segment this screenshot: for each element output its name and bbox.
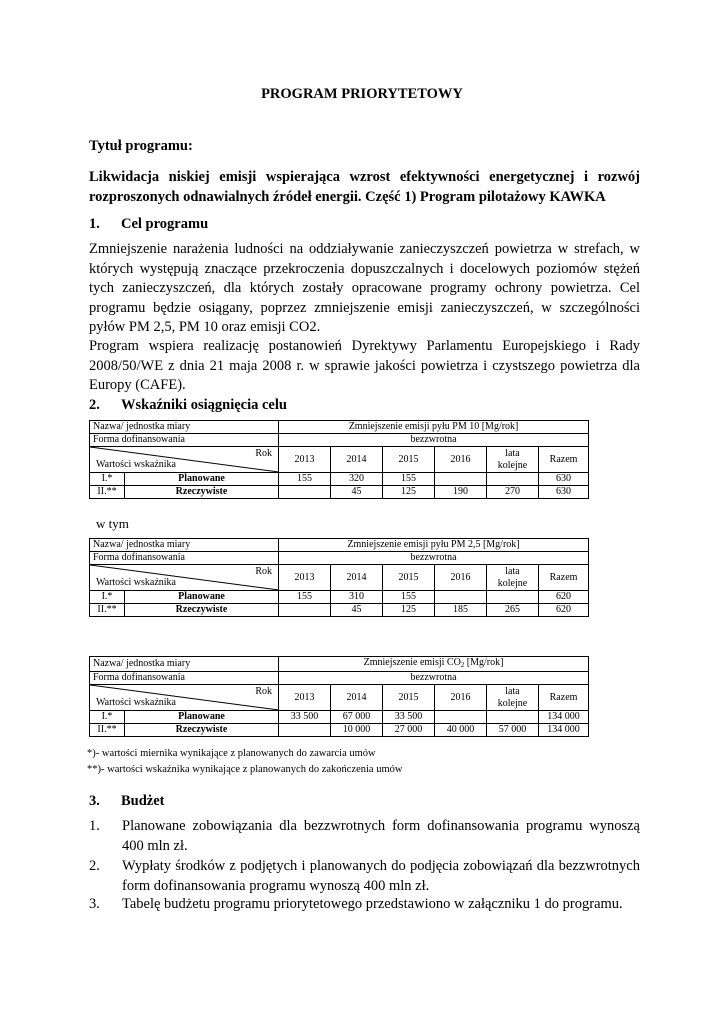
row-number: II.** bbox=[90, 604, 125, 617]
in-which-label: w tym bbox=[96, 516, 129, 531]
indicator-name: Zmniejszenie emisji pyłu PM 2,5 [Mg/rok] bbox=[279, 539, 589, 552]
table-cell: 155 bbox=[279, 473, 331, 486]
indicator-name bbox=[279, 657, 589, 672]
funding-form-label: Forma dofinansowania bbox=[90, 672, 279, 685]
row-label: Rzeczywiste bbox=[125, 604, 279, 617]
table-cell bbox=[279, 486, 331, 499]
table-cell bbox=[279, 604, 331, 617]
footnote-actual: **)- wartości wskaźnika wynikające z planowanych do zakończenia umów bbox=[87, 764, 403, 775]
row-label: Planowane bbox=[125, 591, 279, 604]
table-cell: 270 bbox=[487, 486, 539, 499]
table-cell: 134 000 bbox=[539, 711, 589, 724]
name-unit-label: Nazwa/ jednostka miary bbox=[90, 657, 279, 672]
row-label: Rzeczywiste bbox=[125, 486, 279, 499]
list-item bbox=[89, 857, 640, 896]
table-cell: 10 000 bbox=[331, 724, 383, 737]
table-cell: 155 bbox=[383, 591, 435, 604]
indicator-name-subscript: 2 bbox=[460, 661, 465, 669]
values-label: Wartości wskaźnika bbox=[96, 577, 176, 588]
name-unit-label: Nazwa/ jednostka miary bbox=[90, 421, 279, 434]
year-values-header bbox=[90, 565, 279, 591]
section-3-number: 3. bbox=[89, 793, 100, 809]
list-item-number: 3. bbox=[89, 896, 100, 912]
name-unit-label: Nazwa/ jednostka miary bbox=[90, 539, 279, 552]
table-cell: 620 bbox=[539, 591, 589, 604]
col-header: 2013 bbox=[279, 447, 331, 473]
program-title-label: Tytuł programu: bbox=[89, 138, 193, 154]
indicator-table-pm10 bbox=[89, 420, 589, 499]
table-row bbox=[90, 591, 589, 604]
table-cell: 630 bbox=[539, 486, 589, 499]
list-item-number: 2. bbox=[89, 858, 100, 874]
table-cell: 40 000 bbox=[435, 724, 487, 737]
col-header: Razem bbox=[539, 685, 589, 711]
table-cell: 155 bbox=[383, 473, 435, 486]
col-header: lata kolejne bbox=[487, 565, 539, 591]
table-cell: 630 bbox=[539, 473, 589, 486]
values-label: Wartości wskaźnika bbox=[96, 459, 176, 470]
footnote-planned: *)- wartości miernika wynikające z planowanych do zawarcia umów bbox=[87, 748, 376, 759]
indicator-name: Zmniejszenie emisji pyłu PM 10 [Mg/rok] bbox=[279, 421, 589, 434]
funding-form-label: Forma dofinansowania bbox=[90, 434, 279, 447]
table-cell bbox=[487, 473, 539, 486]
col-header: 2016 bbox=[435, 685, 487, 711]
col-header: 2014 bbox=[331, 447, 383, 473]
indicator-table-pm25 bbox=[89, 538, 589, 617]
table-cell: 33 500 bbox=[383, 711, 435, 724]
table-cell: 320 bbox=[331, 473, 383, 486]
funding-form-value: bezzwrotna bbox=[279, 672, 589, 685]
section-1-paragraph-1: Zmniejszenie narażenia ludności na oddziaływanie zanieczyszczeń powietrza w strefach, w których występują znaczące przekroczenia dopuszczalnych i docelowych poziomów stężeń tych zanieczyszczeń, dla których zostały opracowane programy ochrony powietrza. Cel programu będzie osiągany, poprzez zmniejszenie emisji zanieczyszczeń, w szczególności pyłów PM 2,5, PM 10 oraz emisji CO2. bbox=[89, 241, 640, 335]
row-number: II.** bbox=[90, 724, 125, 737]
indicator-table-co2 bbox=[89, 656, 589, 737]
table-row bbox=[90, 486, 589, 499]
list-item-number: 1. bbox=[89, 818, 100, 834]
section-2-heading bbox=[89, 397, 287, 414]
table-cell: 45 bbox=[331, 604, 383, 617]
year-label: Rok bbox=[255, 566, 272, 577]
table-cell bbox=[487, 591, 539, 604]
table-cell bbox=[279, 724, 331, 737]
document-title: PROGRAM PRIORYTETOWY bbox=[261, 86, 463, 102]
col-header: lata kolejne bbox=[487, 685, 539, 711]
col-header: 2016 bbox=[435, 447, 487, 473]
section-3-heading bbox=[89, 793, 165, 810]
list-item-text: Planowane zobowiązania dla bezzwrotnych form dofinansowania programu wynoszą 400 mln zł. bbox=[122, 818, 640, 854]
col-header: 2016 bbox=[435, 565, 487, 591]
col-header: Razem bbox=[539, 565, 589, 591]
col-header: 2014 bbox=[331, 565, 383, 591]
row-number: I.* bbox=[90, 711, 125, 724]
col-header: 2015 bbox=[383, 447, 435, 473]
table-cell: 125 bbox=[383, 604, 435, 617]
col-header: 2015 bbox=[383, 685, 435, 711]
table-cell: 57 000 bbox=[487, 724, 539, 737]
row-label: Planowane bbox=[125, 711, 279, 724]
section-1-paragraph-2: Program wspiera realizację postanowień Dyrektywy Parlamentu Europejskiego i Rady 2008/50/WE z dnia 21 maja 2008 r. w sprawie jakości powietrza i czystszego powietrza dla Europy (CAFE). bbox=[89, 338, 640, 393]
table-cell: 620 bbox=[539, 604, 589, 617]
section-3-title: Budżet bbox=[121, 793, 165, 809]
values-label: Wartości wskaźnika bbox=[96, 697, 176, 708]
section-1-title: Cel programu bbox=[121, 216, 209, 232]
section-1-heading bbox=[89, 216, 208, 233]
section-2-title: Wskaźniki osiągnięcia celu bbox=[121, 397, 287, 413]
program-name: Likwidacja niskiej emisji wspierająca wzrost efektywności energetycznej i rozwój rozproszonych odnawialnych źródeł energii. Część 1) Program pilotażowy KAWKA bbox=[89, 169, 640, 205]
table-cell: 125 bbox=[383, 486, 435, 499]
table-cell bbox=[487, 711, 539, 724]
indicator-name-unit: [Mg/rok] bbox=[464, 657, 504, 668]
table-row bbox=[90, 604, 589, 617]
table-cell: 190 bbox=[435, 486, 487, 499]
col-header: 2015 bbox=[383, 565, 435, 591]
table-cell: 265 bbox=[487, 604, 539, 617]
section-2-number: 2. bbox=[89, 397, 100, 413]
table-cell bbox=[435, 711, 487, 724]
table-cell: 45 bbox=[331, 486, 383, 499]
funding-form-label: Forma dofinansowania bbox=[90, 552, 279, 565]
section-1-number: 1. bbox=[89, 216, 100, 232]
col-header: 2013 bbox=[279, 685, 331, 711]
col-header: lata kolejne bbox=[487, 447, 539, 473]
row-label: Planowane bbox=[125, 473, 279, 486]
list-item-text: Tabelę budżetu programu priorytetowego przedstawiono w załączniku 1 do programu. bbox=[122, 896, 623, 912]
year-values-header bbox=[90, 685, 279, 711]
year-label: Rok bbox=[255, 448, 272, 459]
row-number: II.** bbox=[90, 486, 125, 499]
year-label: Rok bbox=[255, 686, 272, 697]
table-cell bbox=[435, 473, 487, 486]
list-item bbox=[89, 895, 640, 915]
table-cell: 67 000 bbox=[331, 711, 383, 724]
col-header: Razem bbox=[539, 447, 589, 473]
table-cell bbox=[435, 591, 487, 604]
table-row bbox=[90, 473, 589, 486]
row-number: I.* bbox=[90, 591, 125, 604]
funding-form-value: bezzwrotna bbox=[279, 434, 589, 447]
col-header: 2013 bbox=[279, 565, 331, 591]
indicator-name-text: Zmniejszenie emisji CO bbox=[363, 657, 461, 668]
table-cell: 185 bbox=[435, 604, 487, 617]
col-header: 2014 bbox=[331, 685, 383, 711]
table-cell: 33 500 bbox=[279, 711, 331, 724]
list-item-text: Wypłaty środków z podjętych i planowanych do podjęcia zobowiązań dla bezzwrotnych form dofinansowania programu wynoszą 400 mln zł. bbox=[122, 858, 640, 894]
list-item bbox=[89, 817, 640, 856]
year-values-header bbox=[90, 447, 279, 473]
table-row bbox=[90, 711, 589, 724]
table-cell: 27 000 bbox=[383, 724, 435, 737]
table-row bbox=[90, 724, 589, 737]
table-cell: 155 bbox=[279, 591, 331, 604]
table-cell: 134 000 bbox=[539, 724, 589, 737]
row-label: Rzeczywiste bbox=[125, 724, 279, 737]
funding-form-value: bezzwrotna bbox=[279, 552, 589, 565]
table-cell: 310 bbox=[331, 591, 383, 604]
row-number: I.* bbox=[90, 473, 125, 486]
